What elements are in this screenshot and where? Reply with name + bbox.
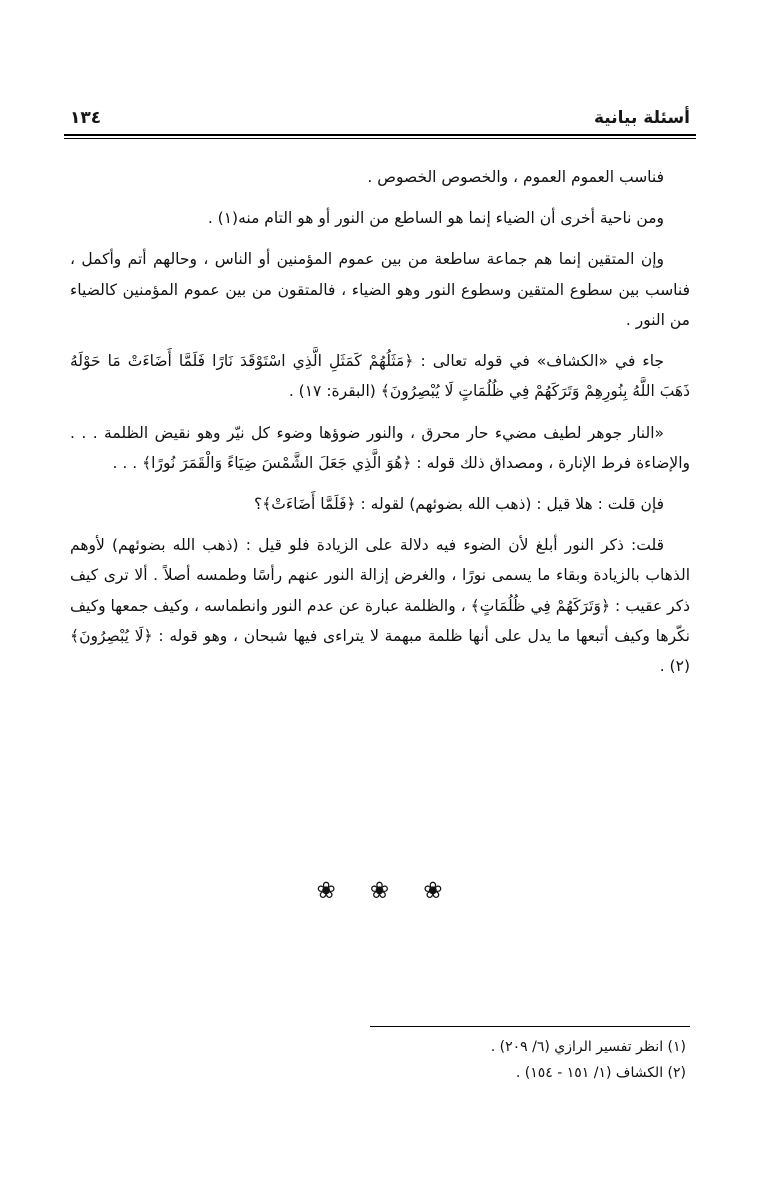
page-body xyxy=(70,162,690,692)
body-paragraph: فناسب العموم العموم ، والخصوص الخصوص . xyxy=(367,168,664,186)
body-paragraph-quran-quote: جاء في «الكشاف» في قوله تعالى : ﴿مَثَلُهُمْ كَمَثَلِ الَّذِي اسْتَوْقَدَ نَارًا فَلَمَّا أَضَاءَتْ مَا حَوْلَهُ ذَهَبَ اللَّهُ بِنُورِهِمْ وَتَرَكَهُمْ فِي ظُلُمَاتٍ لَا يُبْصِرُونَ﴾ (البقرة: ١٧) . xyxy=(70,352,690,401)
body-paragraph-answer: قلت: ذكر النور أبلغ لأن الضوء فيه دلالة على الزيادة فلو قيل : (ذهب الله بضوئهم) لأوهم الذهاب بالزيادة وبقاء ما يسمى نورًا ، والغرض إزالة النور عنهم رأسًا وطمسه أصلاً . ألا ترى كيف ذكر عقيب : ﴿وَتَرَكَهُمْ فِي ظُلُمَاتٍ﴾ ، والظلمة عبارة عن عدم النور وانطماسه ، وكيف جمعها وكيف نكّرها وكيف أتبعها ما يدل على أنها ظلمة مبهمة لا يتراءى فيها شبحان ، وهو قوله : ﴿لَا يُبْصِرُونَ﴾(٢) . xyxy=(70,536,690,676)
body-paragraph: ومن ناحية أخرى أن الضياء إنما هو الساطع من النور أو هو التام منه(١) . xyxy=(207,209,664,228)
footnote-item: (٢) الكشاف (١/ ١٥١ - ١٥٤) . xyxy=(515,1065,686,1082)
body-paragraph-question: فإن قلت : هلا قيل : (ذهب الله بضوئهم) لقوله : ﴿فَلَمَّا أَضَاءَتْ﴾؟ xyxy=(253,494,664,513)
header-title: أسئلة بيانية xyxy=(594,108,690,128)
page-number: ١٣٤ xyxy=(70,108,102,128)
page-header xyxy=(64,108,696,148)
flower-icon: ❀ xyxy=(369,878,391,904)
footnote-divider xyxy=(370,1026,690,1027)
footnote-item: (١) انظر تفسير الرازي (٦/ ٢٠٩) . xyxy=(490,1039,686,1056)
body-paragraph-kashshaf-quote: «النار جوهر لطيف مضيء حار محرق ، والنور ضوؤها وضوء كل نيّر وهو نقيض الظلمة . . . والإضاءة فرط الإنارة ، ومصداق ذلك قوله : ﴿هُوَ الَّذِي جَعَلَ الشَّمْسَ ضِيَاءً وَالْقَمَرَ نُورًا﴾ . . . xyxy=(70,423,690,472)
body-paragraph: وإن المتقين إنما هم جماعة ساطعة من بين عموم المؤمنين أو الناس ، وحالهم أتم وأكمل ، فناسب بين سطوع المتقين وسطوع النور وهو الضياء ، فالمتقون من بين عموم المؤمنين كالضياء من النور . xyxy=(70,250,690,329)
header-divider xyxy=(64,134,696,136)
flower-icon: ❀ xyxy=(316,878,337,904)
header-row xyxy=(64,108,696,132)
footnotes-section xyxy=(360,1026,690,1087)
header-divider-secondary xyxy=(64,138,696,139)
flower-icon: ❀ xyxy=(423,878,444,904)
section-ornament xyxy=(0,880,760,903)
